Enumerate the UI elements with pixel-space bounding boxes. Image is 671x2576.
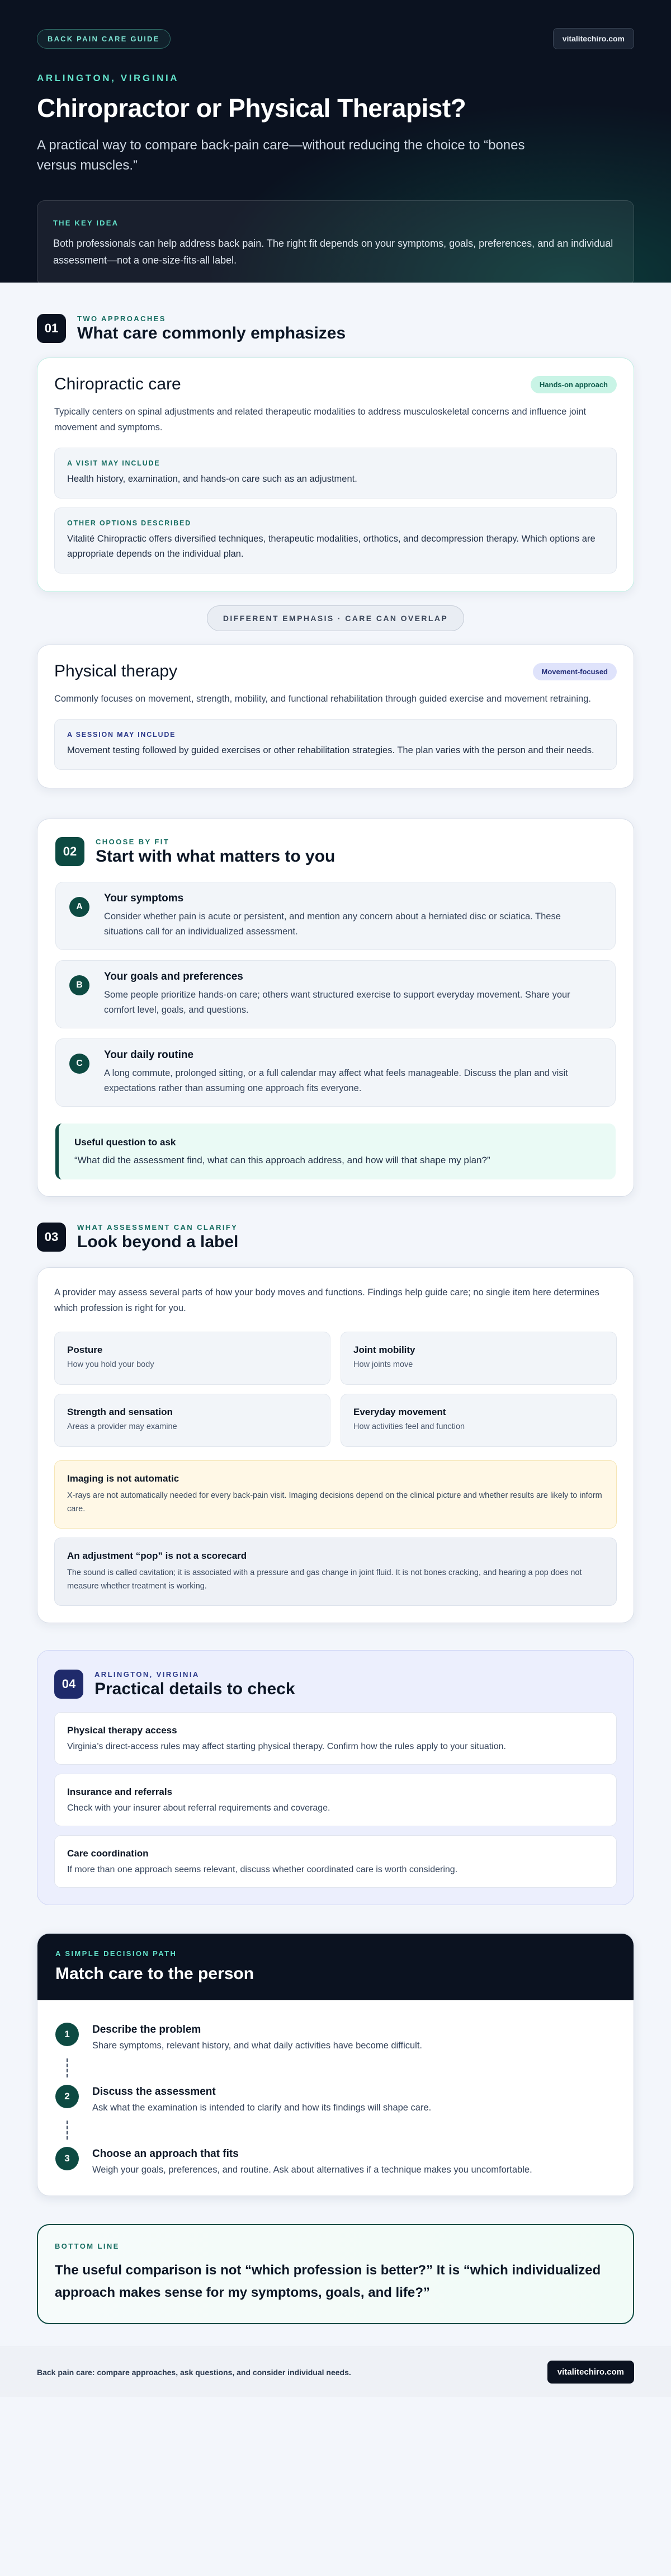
section-2-header	[55, 837, 616, 866]
practical-details-card	[37, 1650, 634, 1905]
section-1-header	[37, 314, 634, 343]
assessment-item-title: Strength and sensation	[67, 1407, 173, 1417]
fit-item	[55, 1038, 616, 1107]
guide-pill: BACK PAIN CARE GUIDE	[37, 29, 171, 49]
section-kicker: CHOOSE BY FIT	[96, 837, 170, 846]
visit-includes-box	[54, 448, 617, 499]
practical-item-title: Care coordination	[67, 1848, 149, 1859]
sub-label: A VISIT MAY INCLUDE	[67, 459, 160, 467]
section-title: Start with what matters to you	[96, 847, 336, 866]
section-number: 03	[37, 1223, 66, 1252]
section-2-card	[37, 819, 634, 1197]
other-options-box	[54, 507, 617, 574]
question-title: Useful question to ask	[74, 1137, 176, 1148]
hero	[0, 0, 671, 283]
step-number: 2	[55, 2085, 79, 2108]
step-text: Share symptoms, relevant history, and what daily activities have become difficult.	[92, 2041, 422, 2051]
step-title: Discuss the assessment	[92, 2086, 216, 2098]
decision-header	[37, 1934, 634, 2000]
section-title: Look beyond a label	[77, 1232, 239, 1251]
site-link[interactable]: vitalitechiro.com	[553, 28, 634, 49]
step-text: Weigh your goals, preferences, and routine. Ask about alternatives if a technique makes you uncomfortable.	[92, 2165, 532, 2175]
note-title: An adjustment “pop” is not a scorecard	[67, 1550, 247, 1561]
practical-item-text: Virginia’s direct-access rules may affect starting physical therapy. Confirm how the rules apply to your situation.	[67, 1742, 506, 1751]
assessment-item-title: Everyday movement	[353, 1407, 446, 1417]
section-kicker: ARLINGTON, VIRGINIA	[94, 1670, 200, 1679]
sub-text: Health history, examination, and hands-on care such as an adjustment.	[67, 474, 357, 484]
key-idea-label: THE KEY IDEA	[53, 219, 119, 227]
page-title: Chiropractor or Physical Therapist?	[37, 93, 466, 123]
fit-badge: B	[69, 975, 89, 995]
card-description: Commonly focuses on movement, strength, mobility, and functional rehabilitation through guided exercise and movement retraining.	[54, 694, 591, 704]
assessment-item-title: Posture	[67, 1345, 103, 1355]
decision-path-card	[37, 1933, 634, 2196]
assessment-item-sub: How joints move	[353, 1360, 413, 1369]
decision-steps	[37, 2000, 634, 2196]
note-title: Imaging is not automatic	[67, 1473, 179, 1484]
fit-title: Your symptoms	[104, 892, 184, 904]
fit-text: Some people prioritize hands-on care; others want structured exercise to support everyday movement. Share your comfort level, goals, and questions.	[104, 990, 570, 1015]
note-text: X-rays are not automatically needed for every back-pain visit. Imaging decisions depend on the clinical picture and whether results are likely to inform care.	[67, 1491, 602, 1513]
practical-item-title: Physical therapy access	[67, 1725, 177, 1736]
section-number: 01	[37, 314, 66, 343]
bottom-line-card	[37, 2224, 634, 2324]
section-4-header	[54, 1670, 617, 1699]
section-number: 02	[55, 837, 84, 866]
bottom-line-kicker: BOTTOM LINE	[55, 2242, 120, 2250]
hero-kicker: ARLINGTON, VIRGINIA	[37, 73, 179, 83]
approach-tag: Movement-focused	[533, 663, 617, 680]
approach-tag: Hands-on approach	[531, 376, 617, 393]
question-text: “What did the assessment find, what can this approach address, and how will that shape my plan?”	[74, 1155, 490, 1165]
key-idea-box	[37, 200, 634, 286]
practical-item-text: Check with your insurer about referral requirements and coverage.	[67, 1803, 330, 1813]
practical-item	[54, 1712, 617, 1765]
decision-title: Match care to the person	[55, 1964, 254, 1983]
fit-item	[55, 882, 616, 950]
practical-item-title: Insurance and referrals	[67, 1787, 173, 1797]
overlap-pill: DIFFERENT EMPHASIS · CARE CAN OVERLAP	[207, 605, 464, 631]
sub-label: A SESSION MAY INCLUDE	[67, 731, 176, 739]
practical-item	[54, 1835, 617, 1888]
hero-subtitle: A practical way to compare back-pain care—without reducing the choice to “bones versus muscles.”	[37, 138, 525, 173]
physical-therapy-card	[37, 645, 634, 788]
step-connector	[55, 2113, 79, 2147]
footer-text: Back pain care: compare approaches, ask questions, and consider individual needs.	[37, 2367, 351, 2377]
step-title: Describe the problem	[92, 2024, 201, 2036]
card-title: Chiropractic care	[54, 375, 181, 393]
assessment-item	[341, 1394, 617, 1447]
assessment-card	[37, 1267, 634, 1623]
session-includes-box	[54, 719, 617, 770]
decision-kicker: A SIMPLE DECISION PATH	[55, 1949, 177, 1958]
decision-step	[55, 2085, 616, 2113]
assessment-item-sub: Areas a provider may examine	[67, 1422, 177, 1431]
section-3-header	[37, 1223, 634, 1252]
fit-badge: C	[69, 1054, 89, 1074]
overlap-divider	[37, 605, 634, 631]
card-description: Typically centers on spinal adjustments and related therapeutic modalities to address musculoskeletal concerns and influence joint movement and symptoms.	[54, 407, 587, 433]
fit-item	[55, 960, 616, 1028]
bottom-line-text: The useful comparison is not “which profession is better?” It is “which individualized approach makes sense for my symptoms, goals, and life?”	[55, 2263, 601, 2300]
fit-text: Consider whether pain is acute or persistent, and mention any concern about a herniated disc or sciatica. These situations call for an individualized assessment.	[104, 911, 561, 937]
assessment-item	[341, 1332, 617, 1385]
decision-step	[55, 2147, 616, 2175]
imaging-note	[54, 1460, 617, 1529]
decision-step	[55, 2023, 616, 2051]
top-bar	[37, 28, 634, 49]
footer	[0, 2347, 671, 2397]
step-text: Ask what the examination is intended to clarify and how its findings will shape care.	[92, 2103, 432, 2113]
assessment-item-title: Joint mobility	[353, 1345, 415, 1355]
fit-title: Your goals and preferences	[104, 971, 243, 983]
practical-item-text: If more than one approach seems relevant, discuss whether coordinated care is worth considering.	[67, 1865, 458, 1874]
section-number: 04	[54, 1670, 83, 1699]
assessment-grid	[54, 1332, 617, 1447]
step-connector	[55, 2051, 79, 2085]
sub-label: OTHER OPTIONS DESCRIBED	[67, 519, 191, 527]
fit-title: Your daily routine	[104, 1049, 194, 1061]
chiropractic-card	[37, 358, 634, 592]
step-number: 1	[55, 2023, 79, 2046]
step-number: 3	[55, 2147, 79, 2170]
assessment-item	[54, 1394, 330, 1447]
main-content	[0, 314, 671, 2324]
sub-text: Vitalité Chiropractic offers diversified techniques, therapeutic modalities, orthotics, and decompression therapy. Which options are appropriate depends on the individual plan.	[67, 534, 596, 559]
assessment-item	[54, 1332, 330, 1385]
note-text: The sound is called cavitation; it is associated with a pressure and gas change in joint fluid. It is not bones cracking, and hearing a pop does not measure whether treatment is working.	[67, 1568, 582, 1591]
step-title: Choose an approach that fits	[92, 2148, 239, 2160]
section-kicker: WHAT ASSESSMENT CAN CLARIFY	[77, 1223, 238, 1231]
section-title: Practical details to check	[94, 1679, 295, 1698]
card-title: Physical therapy	[54, 662, 178, 680]
fit-text: A long commute, prolonged sitting, or a full calendar may affect what feels manageable. Discuss the plan and visit expectations rather than assuming one approach fits everyone.	[104, 1068, 568, 1093]
useful-question-box	[55, 1124, 616, 1179]
fit-badge: A	[69, 897, 89, 917]
assessment-intro: A provider may assess several parts of how your body moves and functions. Findings help guide care; no single item here determines which profession is right for you.	[54, 1287, 599, 1313]
section-title: What care commonly emphasizes	[77, 323, 346, 342]
assessment-item-sub: How you hold your body	[67, 1360, 154, 1369]
practical-item	[54, 1774, 617, 1826]
assessment-item-sub: How activities feel and function	[353, 1422, 465, 1431]
adjustment-pop-note	[54, 1538, 617, 1606]
key-idea-text: Both professionals can help address back pain. The right fit depends on your symptoms, goals, preferences, and an individual assessment—not a one-size-fits-all label.	[53, 238, 613, 266]
footer-site-link[interactable]: vitalitechiro.com	[547, 2361, 634, 2384]
section-kicker: TWO APPROACHES	[77, 314, 166, 323]
sub-text: Movement testing followed by guided exercises or other rehabilitation strategies. The plan varies with the person and their needs.	[67, 745, 594, 755]
